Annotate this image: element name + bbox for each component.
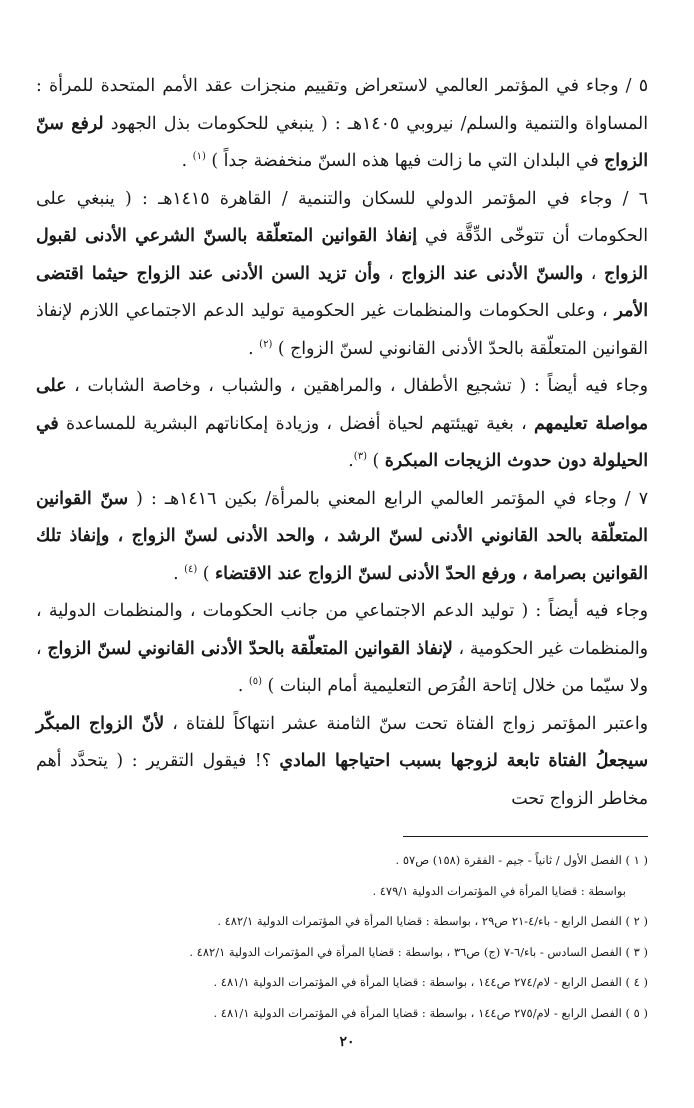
text-run: . xyxy=(173,563,185,584)
text-run: ٧ / وجاء في المؤتمر العالمي الرابع المعني بالمرأة/ بكين ١٤١٦هـ : ( xyxy=(128,488,648,509)
bold-run: إنفاذ القوانين المتعلّقة بالسنّ الشرعي الأدنى لقبول الزواج xyxy=(36,226,648,284)
paragraph-5-nairobi xyxy=(36,68,648,181)
text-run: . xyxy=(237,676,249,696)
main-text xyxy=(36,68,648,818)
bold-run: في الحيلولة دون حدوث الزيجات المبكرة xyxy=(36,413,648,471)
bold-run: لإنفاذ القوانين المتعلّقة بالحدّ الأدنى القانوني لسنّ الزواج xyxy=(47,638,453,659)
bold-run: لرفع سنّ الزواج xyxy=(36,113,648,171)
footnotes xyxy=(36,845,648,1028)
text-run: ، وعلى الحكومات والمنظمات غير الحكومية توليد الدعم الاجتماعي اللازم لإنفاذ القوانين المتعلّقة بالحدّ الأدنى القانوني لسنّ الزواج ) xyxy=(36,301,648,359)
footnote-1-source: بواسطة : قضايا المرأة في المؤتمرات الدولية ٤٧٩/١ . xyxy=(372,883,626,898)
paragraph-early-marriage xyxy=(36,706,648,819)
text-run: . xyxy=(348,451,354,471)
footnote-ref: (٢) xyxy=(259,338,273,350)
text-run: ) xyxy=(197,563,216,584)
text-run: وجاء فيه أيضاً : ( تشجيع الأطفال ، والمراهقين ، والشباب ، وخاصة الشابات ، xyxy=(66,376,648,396)
footnote-ref: (٤) xyxy=(184,563,198,575)
text-run: ، بغية تهيئتهم لحياة أفضل ، وزيادة إمكاناتهم البشرية للمساعدة xyxy=(58,413,534,434)
text-run: وجاء فيه أيضاً : ( توليد الدعم الاجتماعي من جانب الحكومات ، والمنظمات الدولية ، والمنظمات غير الحكومية ، xyxy=(36,601,648,659)
text-run: . xyxy=(181,151,193,171)
text-run: ، xyxy=(583,263,605,284)
text-run: في البلدان التي ما زالت فيها هذه السنّ منخفضة جداً ) xyxy=(205,151,605,171)
text-run: ٥ / وجاء في المؤتمر العالمي لاستعراض وتقييم منجزات عقد الأمم المتحدة للمرأة : المساواة والتنمية والسلم/ نيروبي ١٤٠٥هـ : ( ينبغي للحكومات بذل الجهود xyxy=(36,76,649,134)
text-run: . xyxy=(248,338,260,359)
bold-run: سنّ القوانين المتعلّقة بالحد القانوني الأدنى لسنّ الرشد ، والحد الأدنى لسنّ الزواج ، وإنفاذ تلك القوانين بصرامة ، ورفع الحدّ الأدنى لسنّ الزواج عند الاقتضاء xyxy=(36,488,648,584)
text-run: ٦ / وجاء في المؤتمر الدولي للسكان والتنمية / القاهرة ١٤١٥هـ : ( ينبغي على الحكومات أن تتوخّى الدِّقَّة في xyxy=(36,188,648,246)
bold-run: وأن تزيد السن الأدنى عند الزواج حيثما اقتضى الأمر xyxy=(36,263,648,321)
paragraph-beijing-also xyxy=(36,593,648,706)
bold-run: على مواصلة تعليمهم xyxy=(36,376,649,434)
footnote-3: ( ٣ ) الفصل السادس - باء/٦-٧ (ج) ص٣٦ ، بواسطة : قضايا المرأة في المؤتمرات الدولية ٤٨٢/١ . xyxy=(189,944,648,959)
text-run: ؟! فيقول التقرير : ( يتحدَّد أهم مخاطر الزواج تحت xyxy=(36,751,648,809)
text-run: واعتبر المؤتمر زواج الفتاة تحت سنّ الثامنة عشر انتهاكاً للفتاة ، xyxy=(164,713,648,734)
bold-run: لأنّ الزواج المبكّر سيجعلُ الفتاة تابعة لزوجها بسبب احتياجها المادي xyxy=(36,713,648,771)
footnote-ref: (١) xyxy=(192,151,206,163)
text-run: ) xyxy=(366,451,385,471)
text-run: ، xyxy=(380,263,402,284)
footnote-2: ( ٢ ) الفصل الرابع - باء/٤-٢١ ص٢٩ ، بواسطة : قضايا المرأة في المؤتمرات الدولية ٤٨٢/١ . xyxy=(217,914,648,928)
paragraph-cairo-also xyxy=(36,368,648,481)
page-number: ٢٠ xyxy=(339,1034,355,1050)
paragraph-6-cairo xyxy=(36,181,648,369)
footnote-4: ( ٤ ) الفصل الرابع - لام/٢٧٤ ص١٤٤ ، بواسطة : قضايا المرأة في المؤتمرات الدولية ٤٨١/١ . xyxy=(213,975,648,989)
text-run: ، ولا سيّما من خلال إتاحة الفُرَص التعليمية أمام البنات ) xyxy=(36,638,648,696)
bold-run: والسنّ الأدنى عند الزواج xyxy=(401,263,584,284)
paragraph-7-beijing xyxy=(36,481,648,594)
footnote-1: ( ١ ) الفصل الأول / ثانياً - جيم - الفقرة (١٥٨) ص٥٧ . xyxy=(395,853,648,867)
footnote-divider xyxy=(403,836,648,837)
footnote-5: ( ٥ ) الفصل الرابع - لام/٢٧٥ ص١٤٤ ، بواسطة : قضايا المرأة في المؤتمرات الدولية ٤٨١/١ . xyxy=(213,1005,648,1020)
footnote-ref: (٥) xyxy=(248,676,263,688)
footnote-ref: (٣) xyxy=(353,451,367,463)
